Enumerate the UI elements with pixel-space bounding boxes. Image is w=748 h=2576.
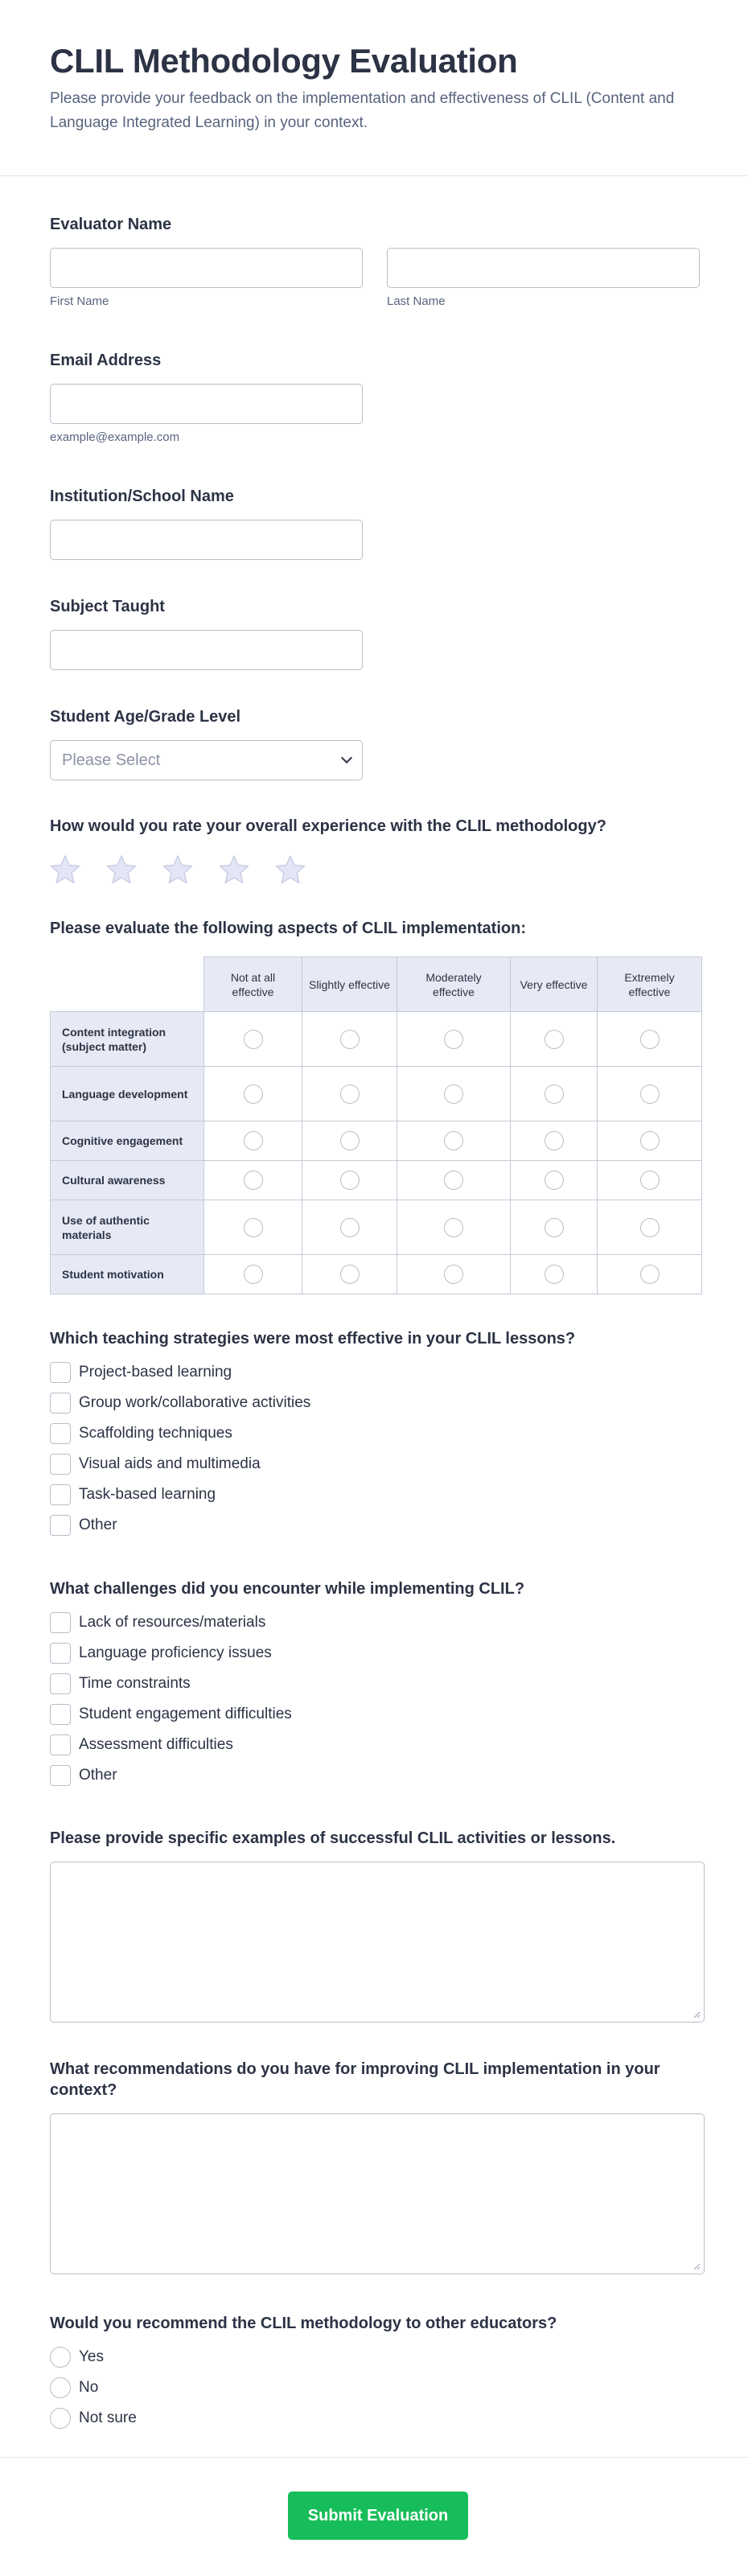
matrix-column-header: Extremely effective — [598, 957, 702, 1012]
recommend-field — [50, 2313, 700, 2434]
star-icon[interactable] — [275, 854, 306, 885]
resize-grip-icon[interactable] — [693, 2010, 701, 2018]
matrix-column-header: Not at all effective — [204, 957, 302, 1012]
matrix-row — [51, 1067, 702, 1121]
matrix-radio[interactable] — [640, 1218, 660, 1237]
matrix-column-header: Moderately effective — [397, 957, 511, 1012]
rating-label: How would you rate your overall experience with the CLIL methodology? — [50, 817, 606, 835]
matrix-radio[interactable] — [545, 1171, 564, 1190]
checkbox[interactable] — [50, 1515, 71, 1536]
radio-option[interactable] — [50, 2342, 700, 2372]
checkbox-option[interactable] — [50, 1760, 700, 1791]
matrix-radio[interactable] — [444, 1131, 463, 1150]
checkbox-option[interactable] — [50, 1730, 700, 1760]
matrix-radio[interactable] — [244, 1131, 263, 1150]
matrix-radio[interactable] — [444, 1218, 463, 1237]
matrix-radio[interactable] — [340, 1265, 360, 1284]
checkbox[interactable] — [50, 1362, 71, 1383]
checkbox[interactable] — [50, 1734, 71, 1755]
examples-textarea[interactable] — [50, 1862, 705, 2023]
page-title: CLIL Methodology Evaluation — [50, 42, 518, 80]
matrix-radio[interactable] — [444, 1171, 463, 1190]
matrix-radio[interactable] — [444, 1265, 463, 1284]
matrix-row-label: Cultural awareness — [51, 1161, 204, 1200]
star-icon[interactable] — [219, 854, 249, 885]
radio-label: Not sure — [79, 2409, 137, 2426]
challenges-label: What challenges did you encounter while implementing CLIL? — [50, 1580, 525, 1598]
page-description: Please provide your feedback on the implementation and effectiveness of CLIL (Content and Language Integrated Learning) in your context. — [50, 90, 675, 131]
checkbox-option[interactable] — [50, 1607, 700, 1638]
evaluator-name-field — [50, 214, 700, 308]
matrix-radio[interactable] — [244, 1084, 263, 1104]
matrix-column-header: Slightly effective — [302, 957, 397, 1012]
radio-button[interactable] — [50, 2377, 71, 2398]
matrix-radio[interactable] — [244, 1265, 263, 1284]
checkbox-label: Assessment difficulties — [79, 1736, 233, 1753]
checkbox-option[interactable] — [50, 1699, 700, 1730]
examples-field — [50, 1828, 705, 2023]
last-name-sublabel: Last Name — [387, 294, 446, 308]
strategies-label: Which teaching strategies were most effective in your CLIL lessons? — [50, 1330, 576, 1348]
checkbox-option[interactable] — [50, 1638, 700, 1669]
matrix-radio[interactable] — [340, 1171, 360, 1190]
strategies-field — [50, 1328, 700, 1541]
recommendations-field — [50, 2059, 705, 2274]
checkbox-label: Other — [79, 1516, 117, 1533]
radio-label: Yes — [79, 2348, 104, 2365]
submit-button[interactable]: Submit Evaluation — [288, 2492, 468, 2540]
checkbox[interactable] — [50, 1484, 71, 1505]
checkbox-label: Group work/collaborative activities — [79, 1394, 311, 1411]
subject-field — [50, 596, 363, 670]
resize-grip-icon[interactable] — [693, 2262, 701, 2270]
checkbox-label: Student engagement difficulties — [79, 1706, 292, 1722]
email-sublabel: example@example.com — [50, 430, 180, 444]
institution-field — [50, 486, 363, 560]
checkbox-label: Lack of resources/materials — [79, 1614, 266, 1631]
first-name-input[interactable] — [50, 248, 363, 288]
grade-label: Student Age/Grade Level — [50, 708, 241, 726]
checkbox[interactable] — [50, 1423, 71, 1444]
checkbox-option[interactable] — [50, 1510, 700, 1541]
last-name-input[interactable] — [387, 248, 700, 288]
matrix-column-header: Very effective — [511, 957, 598, 1012]
checkbox[interactable] — [50, 1612, 71, 1633]
matrix-radio[interactable] — [545, 1265, 564, 1284]
matrix-label: Please evaluate the following aspects of CLIL implementation: — [50, 920, 526, 937]
checkbox-label: Language proficiency issues — [79, 1644, 272, 1661]
matrix-row-label: Cognitive engagement — [51, 1121, 204, 1161]
chevron-down-icon — [341, 752, 352, 763]
checkbox[interactable] — [50, 1643, 71, 1664]
challenges-field — [50, 1578, 700, 1791]
matrix-radio[interactable] — [640, 1084, 660, 1104]
matrix-row — [51, 1121, 702, 1161]
matrix-radio[interactable] — [640, 1265, 660, 1284]
evaluation-matrix — [50, 957, 702, 1294]
matrix-row — [51, 1255, 702, 1294]
email-field — [50, 350, 363, 444]
recommendations-label: What recommendations do you have for improving CLIL implementation in your context? — [50, 2060, 660, 2099]
matrix-radio[interactable] — [444, 1030, 463, 1049]
matrix-field — [50, 918, 705, 1294]
institution-label: Institution/School Name — [50, 488, 234, 505]
email-label: Email Address — [50, 352, 162, 369]
matrix-row-label: Language development — [51, 1067, 204, 1121]
subject-label: Subject Taught — [50, 598, 165, 615]
matrix-row — [51, 1161, 702, 1200]
form-header — [0, 0, 748, 176]
grade-select-placeholder: Please Select — [62, 751, 161, 769]
matrix-radio[interactable] — [545, 1131, 564, 1150]
examples-label: Please provide specific examples of successful CLIL activities or lessons. — [50, 1829, 616, 1847]
first-name-sublabel: First Name — [50, 294, 109, 308]
form-footer — [0, 2457, 748, 2576]
checkbox-option[interactable] — [50, 1418, 700, 1449]
checkbox-option[interactable] — [50, 1357, 700, 1388]
checkbox[interactable] — [50, 1765, 71, 1786]
checkbox-label: Scaffolding techniques — [79, 1425, 232, 1442]
checkbox-option[interactable] — [50, 1449, 700, 1479]
grade-select[interactable] — [50, 740, 363, 780]
matrix-radio[interactable] — [244, 1030, 263, 1049]
matrix-radio[interactable] — [340, 1084, 360, 1104]
radio-option[interactable] — [50, 2403, 700, 2434]
radio-button[interactable] — [50, 2347, 71, 2368]
checkbox-label: Other — [79, 1767, 117, 1784]
checkbox[interactable] — [50, 1673, 71, 1694]
matrix-row-label: Student motivation — [51, 1255, 204, 1294]
matrix-radio[interactable] — [244, 1171, 263, 1190]
email-input[interactable] — [50, 384, 363, 424]
matrix-row-label: Content integration (subject matter) — [51, 1012, 204, 1067]
radio-button[interactable] — [50, 2408, 71, 2429]
checkbox[interactable] — [50, 1393, 71, 1414]
checkbox[interactable] — [50, 1704, 71, 1725]
matrix-row — [51, 1200, 702, 1255]
recommend-label: Would you recommend the CLIL methodology to other educators? — [50, 2315, 557, 2332]
matrix-radio[interactable] — [545, 1218, 564, 1237]
star-rating — [50, 854, 700, 885]
institution-input[interactable] — [50, 520, 363, 560]
checkbox[interactable] — [50, 1454, 71, 1475]
matrix-radio[interactable] — [340, 1218, 360, 1237]
recommendations-textarea[interactable] — [50, 2113, 705, 2274]
matrix-radio[interactable] — [340, 1131, 360, 1150]
checkbox-label: Project-based learning — [79, 1364, 232, 1381]
matrix-radio[interactable] — [640, 1131, 660, 1150]
radio-option[interactable] — [50, 2372, 700, 2403]
matrix-corner — [51, 957, 204, 1012]
grade-field — [50, 706, 363, 780]
checkbox-option[interactable] — [50, 1388, 700, 1418]
star-icon[interactable] — [50, 854, 80, 885]
matrix-radio[interactable] — [244, 1218, 263, 1237]
checkbox-option[interactable] — [50, 1669, 700, 1699]
star-icon[interactable] — [162, 854, 193, 885]
matrix-row-label: Use of authentic materials — [51, 1200, 204, 1255]
evaluator-name-label: Evaluator Name — [50, 216, 172, 233]
matrix-radio[interactable] — [640, 1030, 660, 1049]
matrix-radio[interactable] — [545, 1084, 564, 1104]
matrix-radio[interactable] — [444, 1084, 463, 1104]
matrix-radio[interactable] — [545, 1030, 564, 1049]
matrix-radio[interactable] — [340, 1030, 360, 1049]
checkbox-label: Visual aids and multimedia — [79, 1455, 261, 1472]
radio-label: No — [79, 2379, 99, 2396]
checkbox-label: Task-based learning — [79, 1486, 216, 1503]
matrix-radio[interactable] — [640, 1171, 660, 1190]
rating-field — [50, 816, 700, 885]
checkbox-option[interactable] — [50, 1479, 700, 1510]
star-icon[interactable] — [106, 854, 137, 885]
subject-input[interactable] — [50, 630, 363, 670]
checkbox-label: Time constraints — [79, 1675, 191, 1692]
matrix-row — [51, 1012, 702, 1067]
